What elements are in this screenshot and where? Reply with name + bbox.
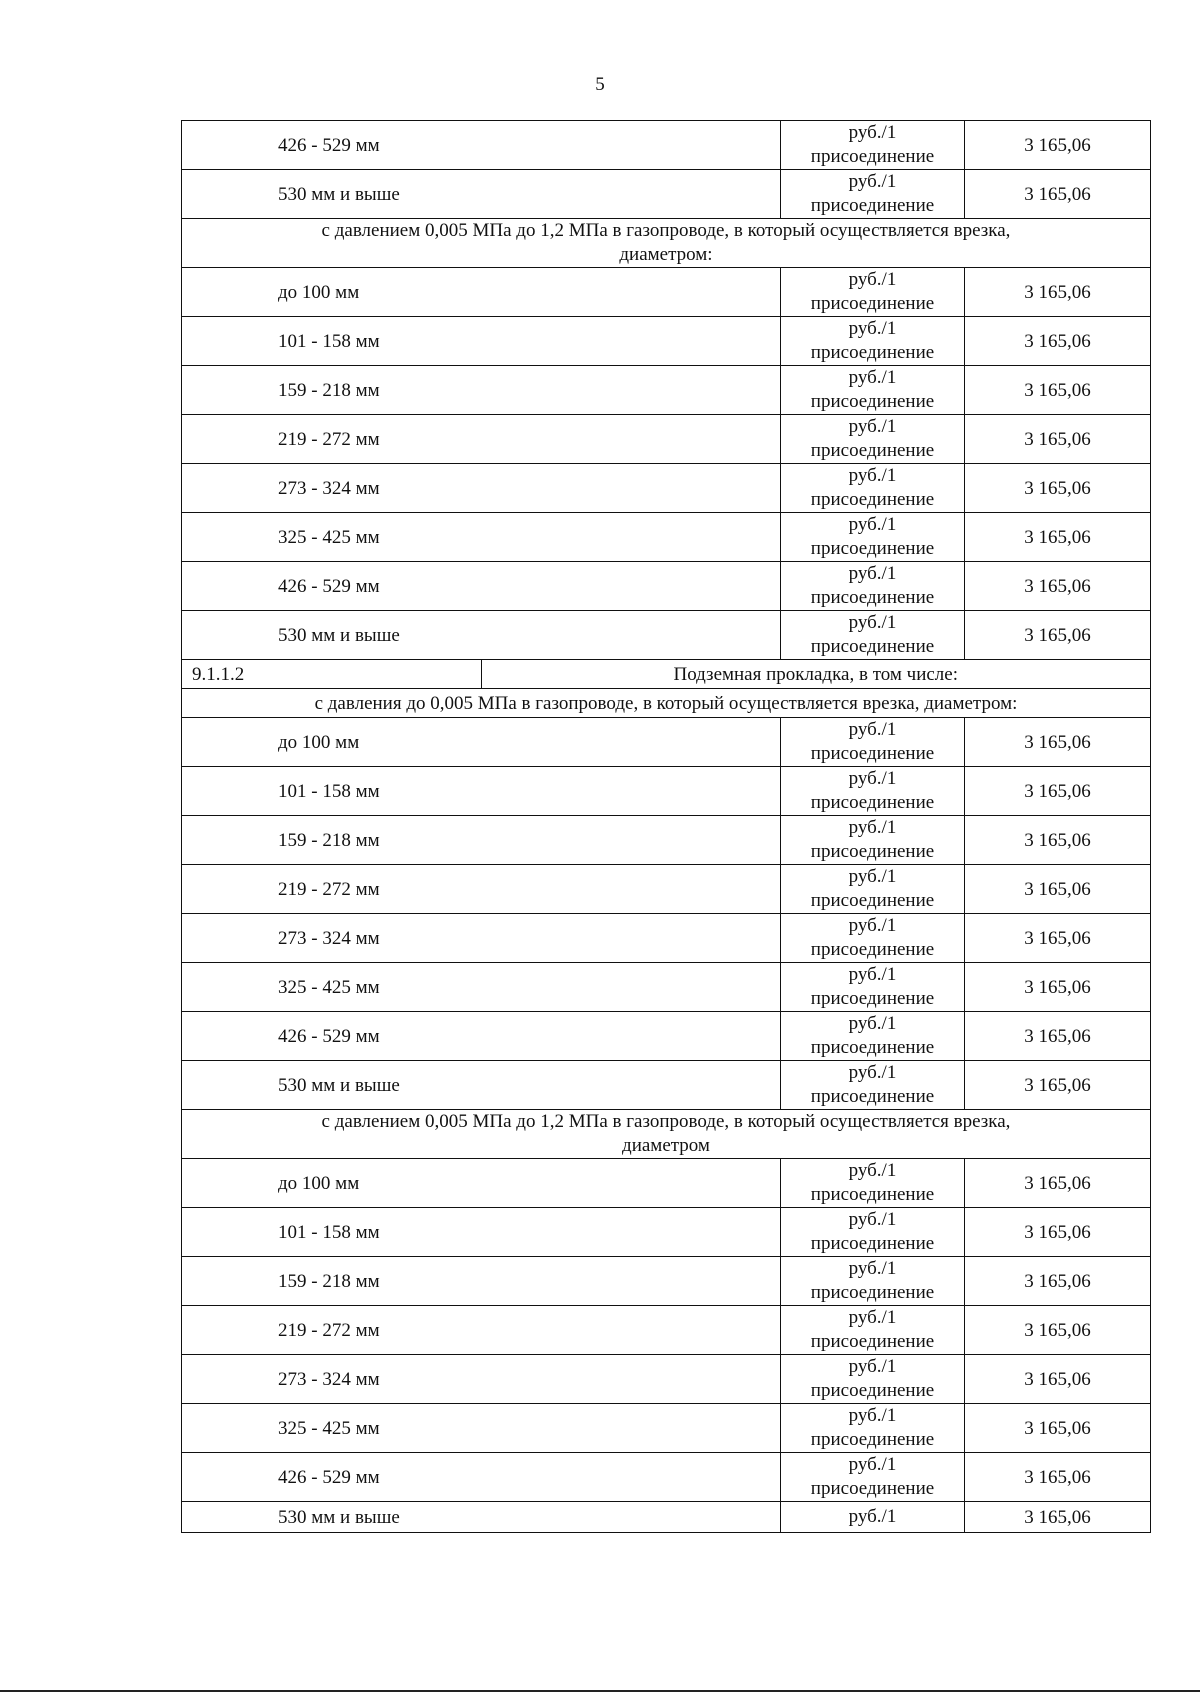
tariff-value: 3 165,06 xyxy=(965,1159,1151,1208)
diameter-label: до 100 мм xyxy=(182,268,781,317)
unit-line-1: руб./1 xyxy=(848,122,897,143)
unit-cell xyxy=(781,1404,965,1453)
table-row xyxy=(182,415,1151,464)
unit-line-1: руб./1 xyxy=(848,866,897,887)
diameter-label: 219 - 272 мм xyxy=(182,415,781,464)
tariff-value: 3 165,06 xyxy=(965,816,1151,865)
unit-cell xyxy=(781,865,965,914)
unit-cell xyxy=(781,718,965,767)
table-row xyxy=(182,914,1151,963)
unit-line-2: присоединение xyxy=(810,743,935,764)
unit-cell xyxy=(781,1208,965,1257)
diameter-label: до 100 мм xyxy=(182,718,781,767)
unit-line-1: руб./1 xyxy=(848,269,897,290)
unit-line-2: присоединение xyxy=(810,841,935,862)
tariff-value: 3 165,06 xyxy=(965,1404,1151,1453)
tariff-table xyxy=(181,120,1151,1533)
unit-line-2: присоединение xyxy=(810,195,935,216)
unit-line-2: присоединение xyxy=(810,391,935,412)
unit-cell xyxy=(781,767,965,816)
unit-line-1: руб./1 xyxy=(848,1258,897,1279)
unit-line-1: руб./1 xyxy=(848,1405,897,1426)
unit-line-2: присоединение xyxy=(810,792,935,813)
table-row xyxy=(182,1061,1151,1110)
pressure-heading-line-2: диаметром xyxy=(622,1135,710,1156)
diameter-label: 273 - 324 мм xyxy=(182,914,781,963)
table-row xyxy=(182,1257,1151,1306)
diameter-label: 325 - 425 мм xyxy=(182,513,781,562)
unit-line-2: присоединение xyxy=(810,939,935,960)
unit-cell xyxy=(781,170,965,219)
unit-line-1: руб./1 xyxy=(848,1307,897,1328)
unit-line-1: руб./1 xyxy=(848,563,897,584)
unit-cell xyxy=(781,1061,965,1110)
unit-line-2: присоединение xyxy=(810,1478,935,1499)
unit-cell xyxy=(781,366,965,415)
unit-cell xyxy=(781,1306,965,1355)
unit-line-1: руб./1 xyxy=(848,915,897,936)
unit-line-2: присоединение xyxy=(810,440,935,461)
tariff-value: 3 165,06 xyxy=(965,611,1151,660)
table-row xyxy=(182,767,1151,816)
unit-line-1: руб./1 xyxy=(848,1454,897,1475)
pressure-heading-line-1: с давлением 0,005 МПа до 1,2 МПа в газопроводе, в который осуществляется врезка, xyxy=(321,1111,1011,1132)
unit-line-2: присоединение xyxy=(810,1184,935,1205)
unit-cell xyxy=(781,1257,965,1306)
tariff-value: 3 165,06 xyxy=(965,513,1151,562)
diameter-label: 219 - 272 мм xyxy=(182,865,781,914)
diameter-label: 273 - 324 мм xyxy=(182,464,781,513)
tariff-value: 3 165,06 xyxy=(965,1502,1151,1533)
diameter-label: до 100 мм xyxy=(182,1159,781,1208)
unit-cell xyxy=(781,914,965,963)
unit-line-1: руб./1 xyxy=(848,1013,897,1034)
tariff-value: 3 165,06 xyxy=(965,767,1151,816)
diameter-label: 273 - 324 мм xyxy=(182,1355,781,1404)
diameter-label: 530 мм и выше xyxy=(182,611,781,660)
table-row xyxy=(182,865,1151,914)
table-row xyxy=(182,170,1151,219)
tariff-table-body xyxy=(182,121,1151,1533)
unit-line-2: присоединение xyxy=(810,1037,935,1058)
unit-cell xyxy=(781,317,965,366)
unit-cell xyxy=(781,611,965,660)
tariff-value: 3 165,06 xyxy=(965,1306,1151,1355)
tariff-value: 3 165,06 xyxy=(965,914,1151,963)
pressure-heading xyxy=(182,219,1151,268)
unit-cell xyxy=(781,1159,965,1208)
unit-line-1: руб./1 xyxy=(848,514,897,535)
section-title: Подземная прокладка, в том числе: xyxy=(481,660,1151,689)
tariff-value: 3 165,06 xyxy=(965,317,1151,366)
table-row xyxy=(182,513,1151,562)
table-row xyxy=(182,963,1151,1012)
tariff-value: 3 165,06 xyxy=(965,718,1151,767)
diameter-label: 159 - 218 мм xyxy=(182,366,781,415)
diameter-label: 159 - 218 мм xyxy=(182,1257,781,1306)
unit-line-1: руб./1 xyxy=(848,416,897,437)
tariff-value: 3 165,06 xyxy=(965,415,1151,464)
unit-cell xyxy=(781,1012,965,1061)
unit-line-2: присоединение xyxy=(810,1429,935,1450)
diameter-label: 219 - 272 мм xyxy=(182,1306,781,1355)
unit-line-2: присоединение xyxy=(810,636,935,657)
unit-line-2: присоединение xyxy=(810,1380,935,1401)
tariff-value: 3 165,06 xyxy=(965,268,1151,317)
table-row xyxy=(182,660,1151,689)
unit-line-2: присоединение xyxy=(810,1331,935,1352)
unit-line-1: руб./1 xyxy=(848,1062,897,1083)
tariff-value: 3 165,06 xyxy=(965,865,1151,914)
unit-cell xyxy=(781,513,965,562)
unit-line-1: руб./1 xyxy=(848,318,897,339)
unit-cell xyxy=(781,268,965,317)
tariff-value: 3 165,06 xyxy=(965,562,1151,611)
unit-line-1: руб./1 xyxy=(848,171,897,192)
unit-line-1: руб./1 xyxy=(848,1160,897,1181)
diameter-label: 530 мм и выше xyxy=(182,1061,781,1110)
diameter-label: 101 - 158 мм xyxy=(182,317,781,366)
unit-cell xyxy=(781,1502,965,1533)
diameter-label: 426 - 529 мм xyxy=(182,1453,781,1502)
unit-line-2: присоединение xyxy=(810,1282,935,1303)
unit-cell xyxy=(781,415,965,464)
unit-line-1: руб./1 xyxy=(848,1209,897,1230)
diameter-label: 530 мм и выше xyxy=(182,1502,781,1533)
table-row xyxy=(182,1355,1151,1404)
unit-cell xyxy=(781,1453,965,1502)
unit-line-1: руб./1 xyxy=(848,1506,897,1527)
table-row xyxy=(182,464,1151,513)
tariff-value: 3 165,06 xyxy=(965,1355,1151,1404)
tariff-value: 3 165,06 xyxy=(965,121,1151,170)
bottom-rule xyxy=(0,1690,1200,1692)
unit-line-1: руб./1 xyxy=(848,1356,897,1377)
table-row xyxy=(182,562,1151,611)
table-row xyxy=(182,1453,1151,1502)
table-row xyxy=(182,1012,1151,1061)
unit-line-1: руб./1 xyxy=(848,465,897,486)
unit-line-1: руб./1 xyxy=(848,612,897,633)
unit-line-2: присоединение xyxy=(810,538,935,559)
unit-line-1: руб./1 xyxy=(848,964,897,985)
diameter-label: 159 - 218 мм xyxy=(182,816,781,865)
unit-cell xyxy=(781,464,965,513)
unit-line-1: руб./1 xyxy=(848,719,897,740)
table-row xyxy=(182,611,1151,660)
pressure-heading-line-2: диаметром: xyxy=(619,244,713,265)
unit-line-2: присоединение xyxy=(810,146,935,167)
diameter-label: 101 - 158 мм xyxy=(182,1208,781,1257)
unit-line-2: присоединение xyxy=(810,890,935,911)
unit-cell xyxy=(781,562,965,611)
unit-cell xyxy=(781,121,965,170)
unit-line-2: присоединение xyxy=(810,988,935,1009)
table-row xyxy=(182,1404,1151,1453)
tariff-value: 3 165,06 xyxy=(965,1257,1151,1306)
table-row xyxy=(182,1502,1151,1533)
table-row xyxy=(182,718,1151,767)
diameter-label: 325 - 425 мм xyxy=(182,963,781,1012)
unit-cell xyxy=(781,816,965,865)
table-row xyxy=(182,268,1151,317)
table-row xyxy=(182,121,1151,170)
table-row xyxy=(182,689,1151,718)
tariff-value: 3 165,06 xyxy=(965,1012,1151,1061)
unit-line-1: руб./1 xyxy=(848,768,897,789)
unit-cell xyxy=(781,1355,965,1404)
diameter-label: 426 - 529 мм xyxy=(182,562,781,611)
table-row xyxy=(182,1110,1151,1159)
tariff-value: 3 165,06 xyxy=(965,170,1151,219)
unit-line-1: руб./1 xyxy=(848,367,897,388)
table-row xyxy=(182,219,1151,268)
section-number: 9.1.1.2 xyxy=(182,660,482,689)
table-row xyxy=(182,366,1151,415)
diameter-label: 426 - 529 мм xyxy=(182,121,781,170)
tariff-value: 3 165,06 xyxy=(965,1061,1151,1110)
diameter-label: 530 мм и выше xyxy=(182,170,781,219)
tariff-value: 3 165,06 xyxy=(965,464,1151,513)
unit-cell xyxy=(781,963,965,1012)
unit-line-2: присоединение xyxy=(810,293,935,314)
unit-line-2: присоединение xyxy=(810,1233,935,1254)
table-row xyxy=(182,1159,1151,1208)
table-row xyxy=(182,816,1151,865)
table-row xyxy=(182,1208,1151,1257)
unit-line-2: присоединение xyxy=(810,1086,935,1107)
table-row xyxy=(182,317,1151,366)
pressure-heading: с давления до 0,005 МПа в газопроводе, в который осуществляется врезка, диаметром: xyxy=(182,689,1151,718)
diameter-label: 325 - 425 мм xyxy=(182,1404,781,1453)
tariff-value: 3 165,06 xyxy=(965,1453,1151,1502)
diameter-label: 101 - 158 мм xyxy=(182,767,781,816)
pressure-heading xyxy=(182,1110,1151,1159)
unit-line-1: руб./1 xyxy=(848,817,897,838)
unit-line-2: присоединение xyxy=(810,587,935,608)
tariff-value: 3 165,06 xyxy=(965,1208,1151,1257)
page-number: 5 xyxy=(595,74,605,95)
unit-line-2: присоединение xyxy=(810,489,935,510)
pressure-heading-line-1: с давлением 0,005 МПа до 1,2 МПа в газопроводе, в который осуществляется врезка, xyxy=(321,220,1011,241)
diameter-label: 426 - 529 мм xyxy=(182,1012,781,1061)
tariff-value: 3 165,06 xyxy=(965,963,1151,1012)
unit-line-2: присоединение xyxy=(810,342,935,363)
table-row xyxy=(182,1306,1151,1355)
tariff-value: 3 165,06 xyxy=(965,366,1151,415)
